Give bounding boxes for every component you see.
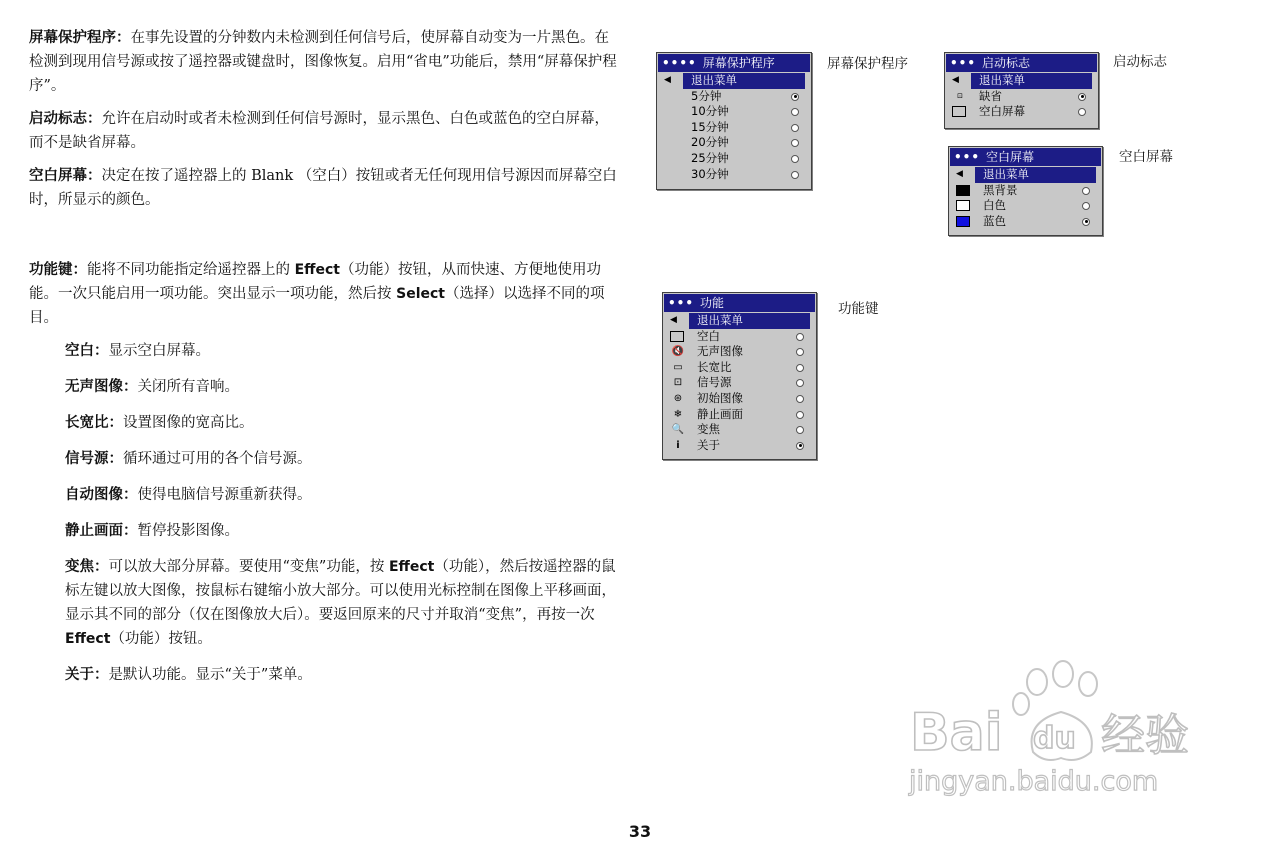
effect-items <box>65 339 619 687</box>
option-blank[interactable]: 空白 <box>663 329 816 345</box>
radio-icon[interactable] <box>1078 108 1086 116</box>
paragraph-screensaver: 屏幕保护程序：在事先设置的分钟数内未检测到任何信号后，使屏幕自动变为一片黑色。在检测到现用信号源或按了遥控器或键盘时，图像恢复。启用“省电”功能后，禁用“屏幕保护程序”。 <box>29 30 617 94</box>
freeze-icon: ❄ <box>673 408 683 420</box>
paragraph-effect-key: 功能键：能将不同功能指定给遥控器上的 Effect（功能）按钮，从而快速、方便地使用功能。一次只能启用一项功能。突出显示一项功能，然后按 Select（选择）以选择不同的项目。 <box>29 262 605 326</box>
radio-icon[interactable] <box>796 364 804 372</box>
screensaver-caption: 屏幕保护程序 <box>827 56 908 72</box>
watermark-brand-c: 经验 <box>1101 710 1189 761</box>
option-source[interactable]: ⊡ 信号源 <box>663 375 816 391</box>
option-15min[interactable]: 15分钟 <box>657 120 811 136</box>
back-arrow-icon: ◀ <box>956 169 963 179</box>
radio-icon[interactable] <box>791 155 799 163</box>
paragraph-startup-logo: 启动标志：允许在启动时或者未检测到任何信号源时，显示黑色、白色或蓝色的空白屏幕，而不是缺省屏幕。 <box>29 111 609 151</box>
radio-icon[interactable] <box>796 333 804 341</box>
item-freeze: 静止画面：暂停投影图像。 <box>65 523 239 539</box>
watermark-brand-b: du <box>1033 721 1076 756</box>
item-source: 信号源：循环通过可用的各个信号源。 <box>65 451 312 467</box>
option-aspect[interactable]: ▭ 长宽比 <box>663 360 816 376</box>
logo-icon: ⊡ <box>957 91 963 100</box>
blank-screen-icon <box>952 106 966 117</box>
startup-logo-menu <box>944 52 1099 129</box>
effect-caption: 功能键 <box>838 301 879 317</box>
option-5min[interactable]: 5分钟 <box>657 89 811 105</box>
radio-selected-icon[interactable] <box>1082 218 1090 226</box>
radio-icon[interactable] <box>1082 187 1090 195</box>
zoom-icon: 🔍 <box>671 424 685 436</box>
watermark-url: jingyan.baidu.com <box>909 766 1159 797</box>
startup-caption: 启动标志 <box>1113 54 1167 70</box>
exit-menu-item[interactable]: ◀ 退出菜单 <box>689 313 810 329</box>
radio-icon[interactable] <box>796 395 804 403</box>
auto-image-icon: ⊛ <box>673 392 683 404</box>
source-icon: ⊡ <box>673 377 683 389</box>
paragraph-blank-screen: 空白屏幕：决定在按了遥控器上的 Blank （空白）按钮或者无任何现用信号源因而屏幕空白时，所显示的颜色。 <box>29 168 617 208</box>
item-aspect: 长宽比：设置图像的宽高比。 <box>65 415 254 431</box>
option-blank-screen[interactable]: 空白屏幕 <box>945 104 1098 120</box>
radio-selected-icon[interactable] <box>1078 93 1086 101</box>
blue-swatch-icon <box>956 216 970 227</box>
item-auto-image: 自动图像：使得电脑信号源重新获得。 <box>65 487 312 503</box>
startup-menu-header: ••• 启动标志 <box>946 54 1097 72</box>
radio-icon[interactable] <box>791 124 799 132</box>
radio-selected-icon[interactable] <box>796 442 804 450</box>
item-about: 关于：是默认功能。显示“关于”菜单。 <box>65 667 312 683</box>
exit-menu-item[interactable]: ◀ 退出菜单 <box>683 73 805 89</box>
watermark-brand-a: Bai <box>910 703 1003 763</box>
option-zoom[interactable]: 🔍 变焦 <box>663 422 816 438</box>
option-mute[interactable]: 🔇 无声图像 <box>663 344 816 360</box>
option-black[interactable]: 黑背景 <box>949 183 1102 199</box>
page-number: 33 <box>628 822 652 841</box>
aspect-ratio-icon: ▭ <box>673 361 683 373</box>
white-swatch-icon <box>956 200 970 211</box>
screensaver-menu-header: •••• 屏幕保护程序 <box>658 54 810 72</box>
option-30min[interactable]: 30分钟 <box>657 167 811 183</box>
option-about[interactable]: i 关于 <box>663 438 816 454</box>
option-auto-image[interactable]: ⊛ 初始图像 <box>663 391 816 407</box>
radio-icon[interactable] <box>796 379 804 387</box>
radio-icon[interactable] <box>791 171 799 179</box>
blank-icon <box>670 331 684 342</box>
radio-icon[interactable] <box>796 411 804 419</box>
item-zoom: 变焦：可以放大部分屏幕。要使用“变焦”功能，按 Effect（功能），然后按遥控器的鼠标左键以放大图像，按鼠标右键缩小放大部分。可以使用光标控制在图像上平移画面，显示其不同的部分（仅在图像放大后）。要返回原来的尺寸并取消“变焦”，再按一次 Effect（功能）按钮。 <box>65 559 616 647</box>
option-freeze[interactable]: ❄ 静止画面 <box>663 407 816 423</box>
option-10min[interactable]: 10分钟 <box>657 104 811 120</box>
blank-screen-menu <box>948 146 1103 236</box>
radio-selected-icon[interactable] <box>791 93 799 101</box>
option-20min[interactable]: 20分钟 <box>657 135 811 151</box>
item-blank: 空白：显示空白屏幕。 <box>65 343 210 359</box>
effect-menu <box>662 292 817 460</box>
item-mute: 无声图像：关闭所有音响。 <box>65 379 239 395</box>
radio-icon[interactable] <box>796 348 804 356</box>
text-column <box>29 26 619 699</box>
option-default[interactable]: ⊡ 缺省 <box>945 89 1098 105</box>
blank-caption: 空白屏幕 <box>1119 149 1173 165</box>
black-swatch-icon <box>956 185 970 196</box>
back-arrow-icon: ◀ <box>664 75 671 85</box>
info-icon: i <box>676 439 680 451</box>
screensaver-menu <box>656 52 812 190</box>
radio-icon[interactable] <box>791 139 799 147</box>
option-blue[interactable]: 蓝色 <box>949 214 1102 230</box>
option-white[interactable]: 白色 <box>949 198 1102 214</box>
radio-icon[interactable] <box>1082 202 1090 210</box>
radio-icon[interactable] <box>796 426 804 434</box>
radio-icon[interactable] <box>791 108 799 116</box>
back-arrow-icon: ◀ <box>952 75 959 85</box>
exit-menu-item[interactable]: ◀ 退出菜单 <box>971 73 1092 89</box>
mute-icon: 🔇 <box>671 346 685 358</box>
exit-menu-item[interactable]: ◀ 退出菜单 <box>975 167 1096 183</box>
blank-menu-header: ••• 空白屏幕 <box>950 148 1101 166</box>
baidu-jingyan-watermark <box>905 660 1205 810</box>
back-arrow-icon: ◀ <box>670 315 677 325</box>
option-25min[interactable]: 25分钟 <box>657 151 811 167</box>
effect-menu-header: ••• 功能 <box>664 294 815 312</box>
